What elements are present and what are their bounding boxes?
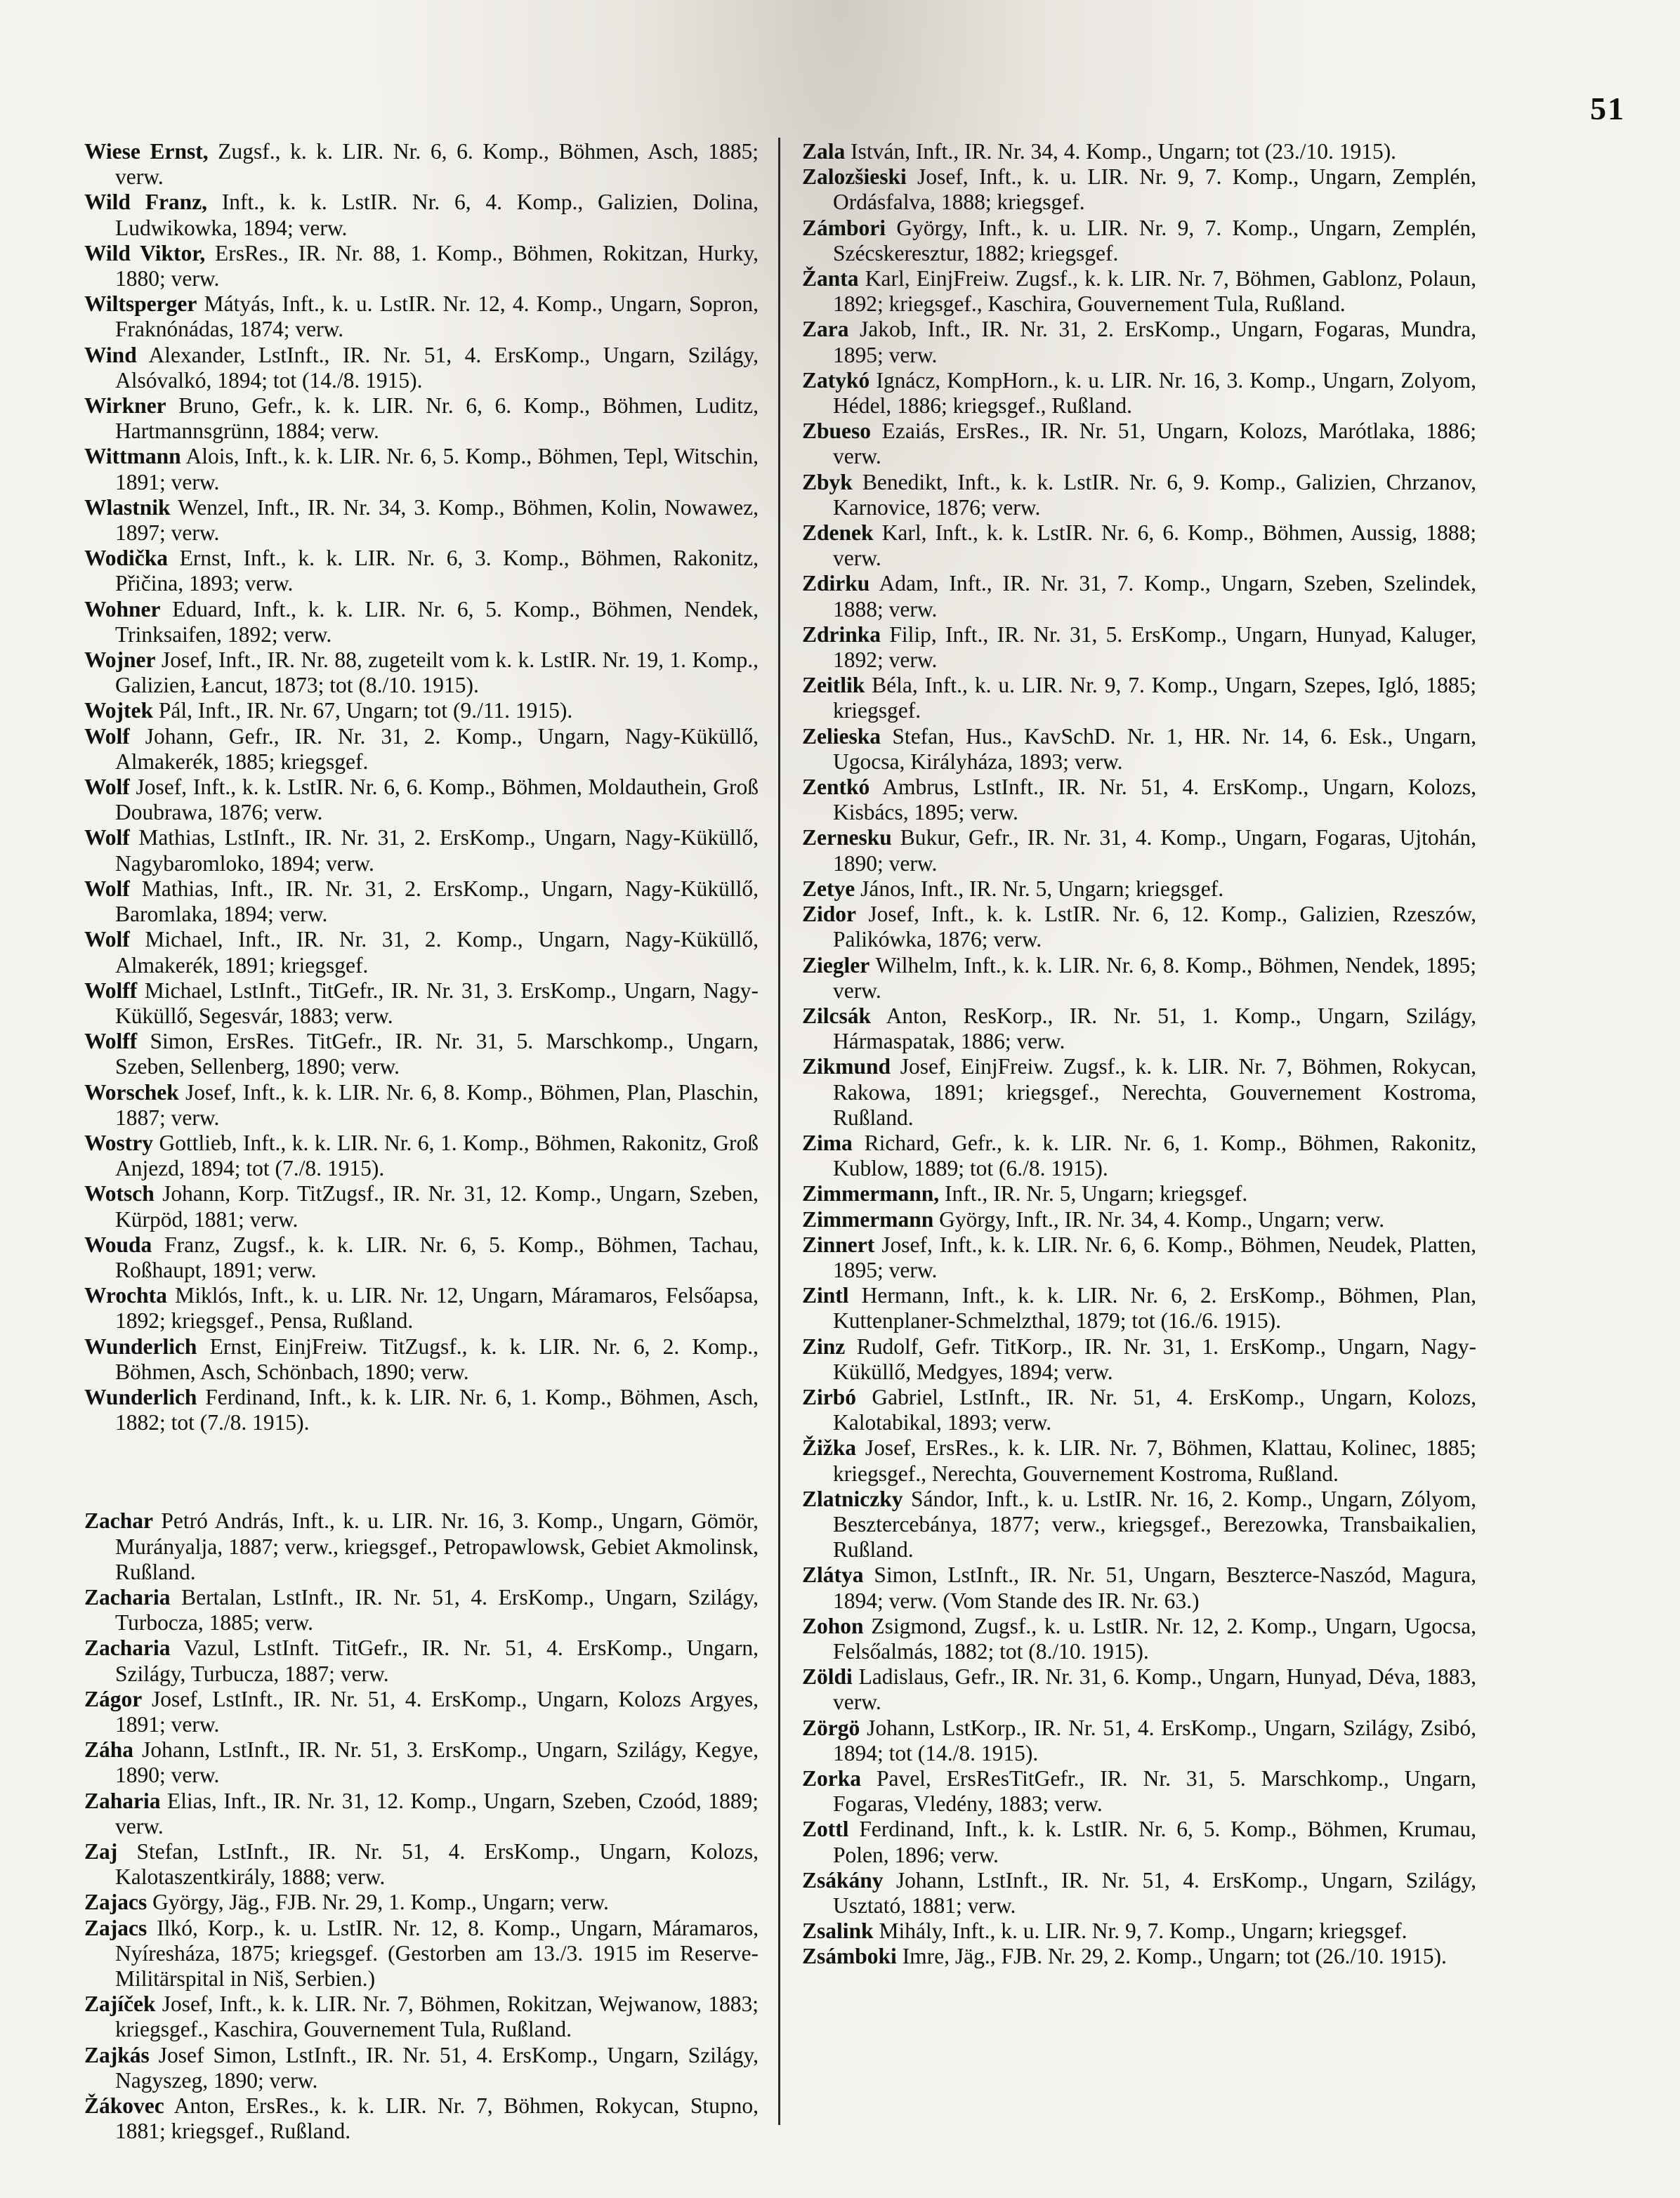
entry-surname: Záha: [84, 1737, 134, 1763]
register-entry: [802, 1003, 1476, 1054]
entry-details: Ilkó, Korp., k. u. LstIR. Nr. 12, 8. Komp., Ungarn, Máramaros, Nyíresháza, 1875; kriegsgef. (Gestorben am 13./3. 1915 im Reserve-Militärspital in Niš, Serbien.): [115, 1915, 759, 1992]
entry-surname: Wolf: [84, 825, 130, 850]
entry-surname: Wolff: [84, 1029, 138, 1054]
entry-surname: Zorka: [802, 1766, 862, 1791]
entry-details: Ambrus, LstInft., IR. Nr. 51, 4. ErsKomp., Ungarn, Kolozs, Kisbács, 1895; verw.: [833, 775, 1476, 825]
register-entry: [84, 1687, 759, 1737]
register-entry: [802, 1817, 1476, 1867]
entry-surname: Zacharia: [84, 1584, 171, 1610]
register-entry: [802, 1868, 1476, 1919]
register-entry: [84, 978, 759, 1029]
entry-surname: Zentkó: [802, 775, 870, 800]
entry-surname: Zsákány: [802, 1867, 884, 1893]
entry-details: Miklós, Inft., k. u. LIR. Nr. 12, Ungarn, Máramaros, Felsőapsa, 1892; kriegsgef., Pensa, Rußland.: [115, 1283, 759, 1334]
register-entry: [802, 139, 1476, 164]
register-entry: [84, 1232, 759, 1283]
left-entries-top: [84, 139, 759, 1435]
entry-surname: Ziegler: [802, 952, 870, 978]
entry-surname: Wolf: [84, 723, 130, 749]
entry-surname: Zalozšieski: [802, 164, 907, 190]
register-entry: [802, 1614, 1476, 1664]
entry-details: Hermann, Inft., k. k. LIR. Nr. 6, 2. ErsKomp., Böhmen, Plan, Kuttenplaner-Schmelzthal, 1879; tot (16./6. 1915).: [833, 1283, 1476, 1334]
entry-surname: Wunderlich: [84, 1334, 197, 1359]
register-entry: [802, 902, 1476, 952]
entry-details: János, Inft., IR. Nr. 5, Ungarn; kriegsgef.: [855, 876, 1224, 901]
register-entry: [84, 698, 759, 723]
entry-details: Vazul, LstInft. TitGefr., IR. Nr. 51, 4. ErsKomp., Ungarn, Szilágy, Turbucza, 1887; verw.: [115, 1636, 759, 1686]
entry-surname: Wind: [84, 342, 137, 367]
entry-surname: Wrochta: [84, 1283, 167, 1308]
register-entry: [802, 520, 1476, 571]
entry-details: György, Jäg., FJB. Nr. 29, 1. Komp., Ungarn; verw.: [147, 1890, 609, 1915]
entry-surname: Wotsch: [84, 1181, 155, 1206]
entry-surname: Wouda: [84, 1232, 152, 1257]
entry-details: Mátyás, Inft., k. u. LstIR. Nr. 12, 4. Komp., Ungarn, Sopron, Fraknónádas, 1874; verw.: [115, 291, 759, 342]
entry-details: Zsigmond, Zugsf., k. u. LstIR. Nr. 12, 2. Komp., Ungarn, Ugocsa, Felsőalmás, 1882; tot (8./10. 1915).: [833, 1613, 1476, 1664]
register-entry: [84, 1992, 759, 2042]
register-entry: [802, 368, 1476, 419]
entry-surname: Zimmermann,: [802, 1181, 940, 1206]
entry-surname: Wiese Ernst,: [84, 139, 209, 164]
entry-surname: Zöldi: [802, 1664, 853, 1690]
entry-surname: Zaharia: [84, 1788, 161, 1813]
entry-surname: Zbueso: [802, 419, 872, 444]
entry-details: Johann, LstInft., IR. Nr. 51, 4. ErsKomp., Ungarn, Szilágy, Usztató, 1881; verw.: [833, 1867, 1476, 1919]
entry-surname: Wohner: [84, 596, 161, 621]
entry-surname: Zara: [802, 317, 849, 342]
entry-surname: Wirkner: [84, 393, 166, 419]
entry-details: Gabriel, LstInft., IR. Nr. 51, 4. ErsKomp., Ungarn, Kolozs, Kalotabikal, 1893; verw.: [833, 1384, 1476, 1435]
entry-surname: Zdirku: [802, 571, 870, 596]
register-entry: [84, 1080, 759, 1131]
entry-details: Richard, Gefr., k. k. LIR. Nr. 6, 1. Komp., Böhmen, Rakonitz, Kublow, 1889; tot (6./8. 1915).: [833, 1130, 1476, 1181]
register-entry: [84, 1737, 759, 1788]
entry-details: Simon, ErsRes. TitGefr., IR. Nr. 31, 5. Marschkomp., Ungarn, Szeben, Sellenberg, 1890; verw.: [115, 1029, 759, 1079]
register-entry: [802, 724, 1476, 775]
entry-details: Ferdinand, Inft., k. k. LIR. Nr. 6, 1. Komp., Böhmen, Asch, 1882; tot (7./8. 1915).: [115, 1384, 759, 1435]
register-entry: [802, 1944, 1476, 1969]
register-entry: [84, 1839, 759, 1890]
register-entry: [802, 1487, 1476, 1563]
register-entry: [84, 2043, 759, 2093]
register-entry: [802, 1919, 1476, 1944]
entry-surname: Wodička: [84, 546, 169, 571]
register-entry: [84, 597, 759, 647]
entry-details: Jakob, Inft., IR. Nr. 31, 2. ErsKomp., Ungarn, Fogaras, Mundra, 1895; verw.: [833, 317, 1476, 367]
register-entry: [84, 724, 759, 775]
register-entry: [84, 1131, 759, 1181]
column-divider: [778, 138, 780, 2125]
register-entry: [84, 393, 759, 444]
entry-details: Benedikt, Inft., k. k. LstIR. Nr. 6, 9. Komp., Galizien, Chrzanov, Karnovice, 1876; verw.: [833, 469, 1476, 520]
entry-surname: Zinnert: [802, 1232, 875, 1257]
entry-details: Michael, LstInft., TitGefr., IR. Nr. 31, 3. ErsKomp., Ungarn, Nagy-Küküllő, Segesvár, 1883; verw.: [115, 978, 759, 1028]
register-entry: [802, 1664, 1476, 1715]
register-entry: [802, 673, 1476, 723]
entry-surname: Zámbori: [802, 215, 886, 240]
entry-details: Karl, EinjFreiw. Zugsf., k. k. LIR. Nr. 7, Böhmen, Gablonz, Polaun, 1892; kriegsgef., Kaschira, Gouvernement Tula, Rußland.: [833, 266, 1476, 317]
entry-surname: Zajacs: [84, 1890, 147, 1915]
entry-surname: Zala: [802, 139, 846, 164]
register-entry: [802, 1562, 1476, 1613]
register-entry: [802, 419, 1476, 469]
entry-details: Josef Simon, LstInft., IR. Nr. 51, 4. ErsKomp., Ungarn, Szilágy, Nagyszeg, 1890; verw.: [115, 2042, 759, 2093]
entry-details: István, Inft., IR. Nr. 34, 4. Komp., Ungarn; tot (23./10. 1915).: [845, 139, 1397, 164]
entry-details: Anton, ErsRes., k. k. LIR. Nr. 7, Böhmen, Rokycan, Stupno, 1881; kriegsgef., Rußland.: [115, 2093, 759, 2144]
entry-details: Stefan, Hus., KavSchD. Nr. 1, HR. Nr. 14, 6. Esk., Ungarn, Ugocsa, Királyháza, 1893; verw.: [833, 723, 1476, 774]
entry-surname: Zdenek: [802, 520, 874, 546]
entry-surname: Zajkás: [84, 2042, 150, 2067]
entry-surname: Wlastnik: [84, 494, 171, 520]
register-entry: [802, 876, 1476, 902]
entry-details: Karl, Inft., k. k. LstIR. Nr. 6, 6. Komp., Böhmen, Aussig, 1888; verw.: [833, 520, 1476, 571]
entry-surname: Zinz: [802, 1334, 846, 1359]
register-entry: [84, 241, 759, 291]
entry-details: Johann, LstKorp., IR. Nr. 51, 4. ErsKomp., Ungarn, Szilágy, Zsibó, 1894; tot (14./8. 1915).: [833, 1715, 1476, 1765]
entry-details: Inft., IR. Nr. 5, Ungarn; kriegsgef.: [939, 1181, 1248, 1206]
entry-details: Inft., k. k. LstIR. Nr. 6, 4. Komp., Galizien, Dolina, Ludwikowka, 1894; verw.: [115, 190, 759, 240]
entry-details: Wenzel, Inft., IR. Nr. 34, 3. Komp., Böhmen, Kolin, Nowawez, 1897; verw.: [115, 494, 759, 546]
entry-surname: Zintl: [802, 1283, 849, 1308]
entry-details: Josef, ErsRes., k. k. LIR. Nr. 7, Böhmen, Klattau, Kolinec, 1885; kriegsgef., Nerechta, Gouvernement Kostroma, Rußland.: [833, 1435, 1476, 1486]
register-entry: [84, 775, 759, 825]
register-entry: [802, 317, 1476, 367]
register-entry: [84, 1585, 759, 1636]
entry-surname: Zsalink: [802, 1919, 874, 1944]
entry-details: Filip, Inft., IR. Nr. 31, 5. ErsKomp., Ungarn, Hunyad, Kaluger, 1892; verw.: [833, 621, 1476, 673]
entry-details: Johann, LstInft., IR. Nr. 51, 3. ErsKomp., Ungarn, Szilágy, Kegye, 1890; verw.: [115, 1737, 759, 1788]
register-entry: [84, 1636, 759, 1686]
entry-details: Franz, Zugsf., k. k. LIR. Nr. 6, 5. Komp., Böhmen, Tachau, Roßhaupt, 1891; verw.: [115, 1232, 759, 1282]
section-gap: [84, 1435, 759, 1508]
entry-surname: Zdrinka: [802, 621, 881, 647]
entry-details: Mathias, LstInft., IR. Nr. 31, 2. ErsKomp., Ungarn, Nagy-Küküllő, Nagybaromloko, 1894; verw.: [115, 825, 759, 876]
register-entry: [84, 1283, 759, 1334]
register-entry: [802, 1131, 1476, 1181]
entry-surname: Worschek: [84, 1079, 179, 1105]
entry-surname: Zachar: [84, 1508, 153, 1534]
entry-details: Josef, Inft., k. u. LIR. Nr. 9, 7. Komp., Ungarn, Zemplén, Ordásfalva, 1888; kriegsgef.: [833, 164, 1476, 215]
entry-surname: Zelieska: [802, 723, 881, 749]
entry-details: Bertalan, LstInft., IR. Nr. 51, 4. ErsKomp., Ungarn, Szilágy, Turbocza, 1885; verw.: [115, 1584, 759, 1636]
entry-surname: Zajíček: [84, 1992, 156, 2017]
register-entry: [802, 1232, 1476, 1283]
entry-surname: Žižka: [802, 1435, 857, 1461]
register-entry: [802, 216, 1476, 266]
entry-surname: Wostry: [84, 1130, 153, 1155]
entry-details: Josef, Inft., k. k. LstIR. Nr. 6, 12. Komp., Galizien, Rzeszów, Palikówka, 1876; verw.: [833, 902, 1476, 952]
entry-details: Ladislaus, Gefr., IR. Nr. 31, 6. Komp., Ungarn, Hunyad, Déva, 1883, verw.: [833, 1664, 1476, 1715]
entry-surname: Wittmann: [84, 444, 181, 469]
entry-surname: Wolff: [84, 978, 138, 1003]
register-entry: [802, 1385, 1476, 1435]
entry-details: Alexander, LstInft., IR. Nr. 51, 4. ErsKomp., Ungarn, Szilágy, Alsóvalkó, 1894; tot (14./8. 1915).: [115, 342, 759, 393]
entry-surname: Wolf: [84, 775, 130, 800]
entry-details: György, Inft., IR. Nr. 34, 4. Komp., Ungarn; verw.: [933, 1206, 1385, 1232]
entry-details: Rudolf, Gefr. TitKorp., IR. Nr. 31, 1. ErsKomp., Ungarn, Nagy-Küküllő, Medgyes, 1894; verw.: [833, 1334, 1476, 1384]
register-entry: [84, 1029, 759, 1079]
entry-details: Ezaiás, ErsRes., IR. Nr. 51, Ungarn, Kolozs, Marótlaka, 1886; verw.: [833, 419, 1476, 469]
entry-surname: Zernesku: [802, 825, 892, 850]
entry-surname: Wolf: [84, 927, 130, 952]
entry-surname: Zikmund: [802, 1054, 891, 1079]
entry-surname: Zágor: [84, 1686, 143, 1711]
entry-surname: Zimmermann: [802, 1206, 934, 1232]
register-entry: [802, 825, 1476, 876]
entry-surname: Zörgö: [802, 1715, 860, 1740]
register-entry: [802, 266, 1476, 317]
register-entry: [802, 1283, 1476, 1334]
entry-details: Adam, Inft., IR. Nr. 31, 7. Komp., Ungarn, Szeben, Szelindek, 1888; verw.: [833, 571, 1476, 621]
entry-surname: Zbyk: [802, 469, 853, 494]
entry-surname: Wojtek: [84, 698, 153, 723]
entry-surname: Zlatniczky: [802, 1486, 903, 1511]
register-entry: [84, 2093, 759, 2144]
right-entries: [802, 139, 1476, 1970]
register-entry: [84, 495, 759, 546]
entry-details: Josef, Inft., k. k. LIR. Nr. 7, Böhmen, Rokitzan, Wejwanow, 1883; kriegsgef., Kaschira, Gouvernement Tula, Rußland.: [115, 1992, 759, 2042]
entry-surname: Zohon: [802, 1613, 864, 1638]
entry-details: Mihály, Inft., k. u. LIR. Nr. 9, 7. Komp., Ungarn; kriegsgef.: [873, 1919, 1407, 1944]
register-entry: [84, 190, 759, 240]
entry-details: Imre, Jäg., FJB. Nr. 29, 2. Komp., Ungarn; tot (26./10. 1915).: [896, 1944, 1447, 1969]
entry-surname: Zirbó: [802, 1384, 857, 1409]
entry-surname: Žákovec: [84, 2093, 164, 2119]
entry-details: ErsRes., IR. Nr. 88, 1. Komp., Böhmen, Rokitzan, Hurky, 1880; verw.: [115, 240, 759, 291]
entry-surname: Wild Franz,: [84, 190, 208, 215]
entry-surname: Wunderlich: [84, 1384, 197, 1409]
entry-surname: Žanta: [802, 266, 859, 291]
entry-surname: Zlátya: [802, 1562, 864, 1588]
register-entry: [84, 546, 759, 596]
entry-details: Anton, ResKorp., IR. Nr. 51, 1. Komp., Ungarn, Szilágy, Hármaspatak, 1886; verw.: [833, 1003, 1476, 1054]
register-entry: [84, 927, 759, 978]
register-entry: [84, 139, 759, 190]
entry-details: Béla, Inft., k. u. LIR. Nr. 9, 7. Komp., Ungarn, Szepes, Igló, 1885; kriegsgef.: [833, 673, 1476, 723]
register-entry: [802, 953, 1476, 1003]
left-entries-bottom: [84, 1508, 759, 2144]
entry-surname: Zima: [802, 1130, 853, 1155]
entry-details: Eduard, Inft., k. k. LIR. Nr. 6, 5. Komp., Böhmen, Nendek, Trinksaifen, 1892; verw.: [115, 596, 759, 647]
entry-details: Johann, Gefr., IR. Nr. 31, 2. Komp., Ungarn, Nagy-Küküllő, Almakerék, 1885; kriegsgef.: [115, 723, 759, 774]
right-column: [802, 139, 1476, 1970]
register-entry: [802, 1207, 1476, 1232]
entry-details: Pavel, ErsResTitGefr., IR. Nr. 31, 5. Marschkomp., Ungarn, Fogaras, Vledény, 1883; verw.: [833, 1766, 1476, 1817]
register-entry: [802, 1766, 1476, 1817]
entry-details: Sándor, Inft., k. u. LstIR. Nr. 16, 2. Komp., Ungarn, Zólyom, Besztercebánya, 1877; verw., kriegsgef., Berezowka, Transbaikalien, Rußland.: [833, 1486, 1476, 1562]
entry-details: Ernst, EinjFreiw. TitZugsf., k. k. LIR. Nr. 6, 2. Komp., Böhmen, Asch, Schönbach, 1890; verw.: [115, 1334, 759, 1384]
entry-details: Gottlieb, Inft., k. k. LIR. Nr. 6, 1. Komp., Böhmen, Rakonitz, Groß Anjezd, 1894; tot (7./8. 1915).: [115, 1130, 759, 1181]
register-entry: [84, 1890, 759, 1915]
register-entry: [802, 164, 1476, 215]
entry-surname: Zilcsák: [802, 1003, 872, 1028]
entry-surname: Zottl: [802, 1817, 849, 1842]
register-entry: [84, 647, 759, 698]
entry-surname: Wiltsperger: [84, 291, 197, 317]
register-entry: [802, 470, 1476, 520]
register-entry: [802, 775, 1476, 825]
register-entry: [802, 622, 1476, 673]
entry-surname: Zsámboki: [802, 1944, 897, 1969]
register-entry: [802, 571, 1476, 621]
entry-surname: Zaj: [84, 1839, 118, 1864]
entry-details: Bruno, Gefr., k. k. LIR. Nr. 6, 6. Komp., Böhmen, Luditz, Hartmannsgrünn, 1884; verw.: [115, 393, 759, 444]
entry-details: Ernst, Inft., k. k. LIR. Nr. 6, 3. Komp., Böhmen, Rakonitz, Přičina, 1893; verw.: [115, 546, 759, 596]
entry-surname: Zidor: [802, 902, 857, 927]
entry-details: Zugsf., k. k. LIR. Nr. 6, 6. Komp., Böhmen, Asch, 1885; verw.: [115, 139, 759, 190]
register-entry: [802, 1716, 1476, 1766]
left-column: [84, 139, 759, 2144]
entry-details: Elias, Inft., IR. Nr. 31, 12. Komp., Ungarn, Szeben, Czoód, 1889; verw.: [115, 1788, 759, 1838]
entry-surname: Zeitlik: [802, 673, 865, 698]
entry-details: Michael, Inft., IR. Nr. 31, 2. Komp., Ungarn, Nagy-Küküllő, Almakerék, 1891; kriegsgef.: [115, 927, 759, 978]
entry-surname: Wolf: [84, 876, 130, 901]
entry-details: Stefan, LstInft., IR. Nr. 51, 4. ErsKomp., Ungarn, Kolozs, Kalotaszentkirály, 1888; verw.: [115, 1839, 759, 1890]
register-entry: [802, 1435, 1476, 1486]
entry-surname: Wild Viktor,: [84, 240, 206, 265]
entry-details: Pál, Inft., IR. Nr. 67, Ungarn; tot (9./11. 1915).: [153, 698, 573, 723]
register-entry: [84, 1789, 759, 1839]
register-entry: [802, 1181, 1476, 1206]
page-number: 51: [1590, 91, 1625, 126]
entry-details: Alois, Inft., k. k. LIR. Nr. 6, 5. Komp., Böhmen, Tepl, Witschin, 1891; verw.: [115, 444, 759, 494]
register-entry: [84, 291, 759, 342]
entry-surname: Zacharia: [84, 1636, 171, 1661]
entry-details: Petró András, Inft., k. u. LIR. Nr. 16, 3. Komp., Ungarn, Gömör, Murányalja, 1887; verw., kriegsgef., Petropawlowsk, Gebiet Akmolinsk, Rußland.: [115, 1508, 759, 1584]
entry-details: Josef, EinjFreiw. Zugsf., k. k. LIR. Nr. 7, Böhmen, Rokycan, Rakowa, 1891; kriegsgef., Nerechta, Gouvernement Kostroma, Rußland.: [833, 1054, 1476, 1130]
entry-details: Ferdinand, Inft., k. k. LstIR. Nr. 6, 5. Komp., Böhmen, Krumau, Polen, 1896; verw.: [833, 1817, 1476, 1867]
entry-surname: Zajacs: [84, 1915, 147, 1940]
entry-details: Bukur, Gefr., IR. Nr. 31, 4. Komp., Ungarn, Fogaras, Ujtohán, 1890; verw.: [833, 825, 1476, 876]
entry-surname: Zatykó: [802, 367, 870, 393]
entry-details: Mathias, Inft., IR. Nr. 31, 2. ErsKomp., Ungarn, Nagy-Küküllő, Baromlaka, 1894; verw.: [115, 876, 759, 927]
register-entry: [84, 1385, 759, 1435]
register-entry: [84, 444, 759, 494]
entry-details: Wilhelm, Inft., k. k. LIR. Nr. 6, 8. Komp., Böhmen, Nendek, 1895; verw.: [833, 952, 1476, 1003]
register-entry: [84, 876, 759, 927]
entry-details: Josef, Inft., IR. Nr. 88, zugeteilt vom k. k. LstIR. Nr. 19, 1. Komp., Galizien, Łancut, 1873; tot (8./10. 1915).: [115, 647, 759, 698]
register-entry: [802, 1054, 1476, 1131]
register-entry: [84, 343, 759, 393]
register-entry: [84, 825, 759, 876]
entry-details: György, Inft., k. u. LIR. Nr. 9, 7. Komp., Ungarn, Zemplén, Szécskeresztur, 1882; kriegsgef.: [833, 215, 1476, 265]
entry-surname: Wojner: [84, 647, 156, 673]
entry-surname: Zetye: [802, 876, 855, 901]
register-entry: [802, 1334, 1476, 1385]
entry-details: Simon, LstInft., IR. Nr. 51, Ungarn, Beszterce-Naszód, Magura, 1894; verw. (Vom Stande des IR. Nr. 63.): [833, 1562, 1476, 1613]
register-entry: [84, 1181, 759, 1232]
entry-details: Josef, Inft., k. k. LIR. Nr. 6, 8. Komp., Böhmen, Plan, Plaschin, 1887; verw.: [115, 1079, 759, 1130]
entry-details: Ignácz, KompHorn., k. u. LIR. Nr. 16, 3. Komp., Ungarn, Zolyom, Hédel, 1886; kriegsgef., Rußland.: [833, 367, 1476, 419]
entry-details: Josef, LstInft., IR. Nr. 51, 4. ErsKomp., Ungarn, Kolozs Argyes, 1891; verw.: [115, 1686, 759, 1737]
entry-details: Josef, Inft., k. k. LstIR. Nr. 6, 6. Komp., Böhmen, Moldauthein, Groß Doubrawa, 1876; verw.: [115, 775, 759, 825]
entry-details: Josef, Inft., k. k. LIR. Nr. 6, 6. Komp., Böhmen, Neudek, Platten, 1895; verw.: [833, 1232, 1476, 1282]
register-entry: [84, 1508, 759, 1585]
register-entry: [84, 1334, 759, 1385]
entry-details: Johann, Korp. TitZugsf., IR. Nr. 31, 12. Komp., Ungarn, Szeben, Kürpöd, 1881; verw.: [115, 1181, 759, 1232]
register-entry: [84, 1916, 759, 1992]
